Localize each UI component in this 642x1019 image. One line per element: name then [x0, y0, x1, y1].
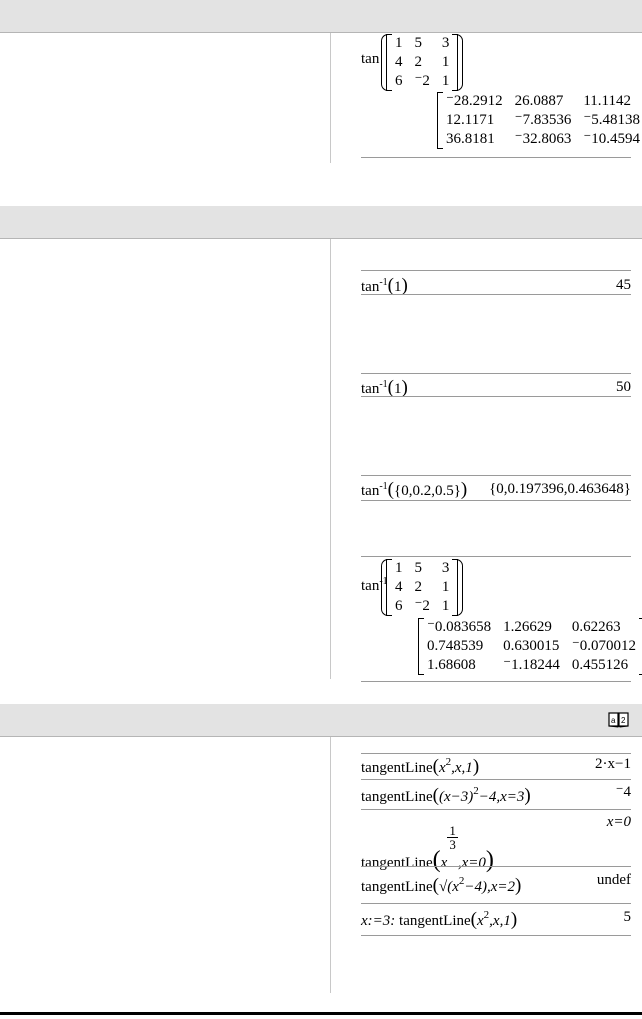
input-matrix — [381, 559, 463, 616]
example-divider — [361, 903, 631, 904]
inverse-sup: -1 — [379, 481, 388, 492]
expr-args: ,x,1 — [489, 913, 511, 929]
exponent: 2 — [473, 785, 479, 797]
paren-right — [456, 34, 463, 91]
matrix-cell: 1 — [395, 35, 403, 51]
matrix-cell: 6 — [395, 73, 403, 89]
example-divider — [361, 866, 631, 867]
result: 45 — [616, 277, 631, 293]
matrix-cell: 1 — [441, 579, 450, 595]
result-matrix-row — [421, 637, 642, 656]
matrix-cell: 0.630015 — [503, 638, 560, 654]
expr-args: −4,x=3 — [478, 789, 525, 805]
input-matrix-row — [389, 34, 455, 53]
expr-base: x — [440, 855, 448, 871]
matrix-cell: 1 — [441, 598, 450, 614]
exponent: 2 — [483, 909, 490, 921]
result-matrix-row — [421, 656, 642, 675]
exponent: 2 — [458, 875, 465, 887]
expr-base: x — [477, 913, 484, 929]
matrix-cell: 26.0887 — [514, 93, 564, 109]
example-divider — [361, 556, 631, 557]
matrix-cell: ⁻2 — [414, 73, 430, 89]
matrix-cell: 12.1171 — [446, 112, 495, 128]
result-matrix — [437, 92, 642, 149]
input-matrix-row — [389, 53, 455, 72]
result-matrix-row — [440, 130, 642, 149]
expr: $\tan^{-1}(1)$ — [361, 275, 408, 296]
exponent: 2 — [445, 756, 452, 768]
matrix-cell: 1 — [441, 73, 450, 89]
inverse-sup: -1 — [379, 576, 388, 587]
section-header-tan — [0, 0, 642, 33]
input-matrix-row — [389, 578, 455, 597]
func-name: tangentLine — [361, 879, 433, 895]
tangentline-row-1: $tangentLine(x^2,x,1)$ — [361, 756, 480, 777]
arg: {0,0.2,0.5} — [394, 483, 461, 499]
func-name: tan — [361, 381, 380, 397]
func-name: tangentLine — [361, 855, 433, 871]
matrix-cell: 1 — [395, 560, 403, 576]
matrix-cell: 2 — [414, 579, 422, 595]
result-value: x=0 — [606, 814, 631, 830]
func-name: tan — [361, 483, 380, 499]
input-matrix-row — [389, 597, 455, 616]
inverse-sup: -1 — [379, 379, 388, 390]
section-header-tangentline — [0, 704, 642, 737]
result-matrix-row — [440, 92, 642, 111]
matrix-cell: ⁻10.4594 — [583, 131, 641, 147]
example-divider — [361, 753, 631, 754]
result: 2·x−1 — [595, 756, 631, 772]
example-divider — [361, 809, 631, 810]
matrix-cell: 6 — [395, 598, 403, 614]
result-matrix — [418, 618, 642, 675]
expr-base: x — [438, 760, 446, 776]
example-divider — [361, 373, 631, 374]
paren-right — [456, 559, 463, 616]
matrix-cell: 1.26629 — [503, 619, 552, 635]
matrix-cell: 2 — [414, 54, 422, 70]
svg-text:2: 2 — [621, 716, 626, 725]
column-divider — [330, 239, 331, 679]
input-matrix-row — [389, 72, 455, 91]
matrix-cell: 1 — [441, 54, 450, 70]
svg-text:a: a — [611, 716, 616, 725]
tangentline-row-2: $tangentLine((x-3)^2-4,x=3)$ — [361, 785, 531, 806]
matrix-cell: 4 — [395, 54, 403, 70]
tangentline-row-3: tangentLine(x $\frac{1}{3}$ ,x=0) — [361, 823, 494, 873]
matrix-cell: ⁻0.083658 — [427, 619, 492, 635]
inverse-sup: -1 — [379, 277, 388, 288]
example-divider — [361, 779, 631, 780]
matrix-cell: 0.748539 — [427, 638, 484, 654]
result: 50 — [616, 379, 631, 395]
matrix-cell: ⁻32.8063 — [514, 131, 572, 147]
example-divider — [361, 270, 631, 271]
result: 5 — [623, 909, 631, 925]
expr: $\tan^{-1}(1)$ — [361, 377, 408, 398]
matrix-cell: ⁻1.18244 — [503, 657, 560, 673]
func-name: tan — [361, 578, 380, 594]
matrix-cell: ⁻7.83536 — [514, 112, 572, 128]
column-divider — [330, 737, 331, 993]
expr-base: (x−3) — [438, 789, 474, 805]
expr-base: √(x — [438, 879, 459, 895]
matrix-cell: 0.62263 — [571, 619, 621, 635]
matrix-cell: 3 — [441, 35, 450, 51]
matrix-cell: 3 — [441, 560, 450, 576]
result: ⁻4 — [615, 784, 631, 800]
example-divider — [361, 935, 631, 936]
section-header-atan — [0, 206, 642, 239]
matrix-cell: 11.1142 — [583, 93, 631, 109]
matrix-cell: 1.68608 — [427, 657, 476, 673]
matrix-cell: 0.455126 — [571, 657, 629, 673]
expr-args: ,x,1 — [451, 760, 473, 776]
column-divider — [330, 33, 331, 163]
matrix-cell: 5 — [414, 35, 422, 51]
matrix-cell: 5 — [414, 560, 422, 576]
matrix-cell: 36.8181 — [446, 131, 495, 147]
matrix-cell: ⁻0.070012 — [571, 638, 637, 654]
assignment: x:=3: — [361, 913, 400, 929]
numerator: 1 — [449, 823, 456, 838]
matrix-cell: 4 — [395, 579, 403, 595]
expr: $\tan^{-1}(\{0,0.2,0.5\})$ — [361, 479, 468, 500]
bracket-left — [418, 618, 424, 675]
example-divider — [361, 157, 631, 158]
denominator: 3 — [449, 837, 456, 852]
func-label: tan — [361, 51, 380, 67]
result: undef — [596, 872, 631, 888]
func-name: tangentLine — [399, 913, 471, 929]
tangentline-row-4: $tangentLine(√(x^2-4),x=2)$ — [361, 875, 522, 896]
func-name: tangentLine — [361, 760, 433, 776]
matrix-cell: ⁻28.2912 — [446, 93, 503, 109]
example-divider — [361, 681, 631, 682]
input-matrix — [381, 34, 463, 91]
tangentline-row-5: x:=3: $tangentLine(x^2,x,1)$ — [361, 909, 518, 930]
result — [361, 814, 631, 830]
expr-args: −4),x=2 — [464, 879, 516, 895]
arg: 1 — [394, 279, 402, 295]
matrix-cell: ⁻2 — [414, 598, 430, 614]
catalog-book-icon[interactable] — [608, 711, 630, 729]
result-matrix-row — [421, 618, 642, 637]
func-name: tan — [361, 279, 380, 295]
example-divider — [361, 396, 631, 397]
arg: 1 — [394, 381, 402, 397]
expr-args: ,x=0 — [457, 855, 486, 871]
result-matrix-row — [440, 111, 642, 130]
bracket-left — [437, 92, 443, 149]
bracket-left — [386, 34, 392, 91]
func-name: tangentLine — [361, 789, 433, 805]
input-matrix-row — [389, 559, 455, 578]
example-divider — [361, 500, 631, 501]
matrix-cell: ⁻5.48138 — [583, 112, 641, 128]
page-bottom-rule — [0, 1012, 642, 1015]
result: {0,0.197396,0.463648} — [489, 481, 631, 497]
example-divider — [361, 475, 631, 476]
bracket-left — [386, 559, 392, 616]
example-divider — [361, 294, 631, 295]
